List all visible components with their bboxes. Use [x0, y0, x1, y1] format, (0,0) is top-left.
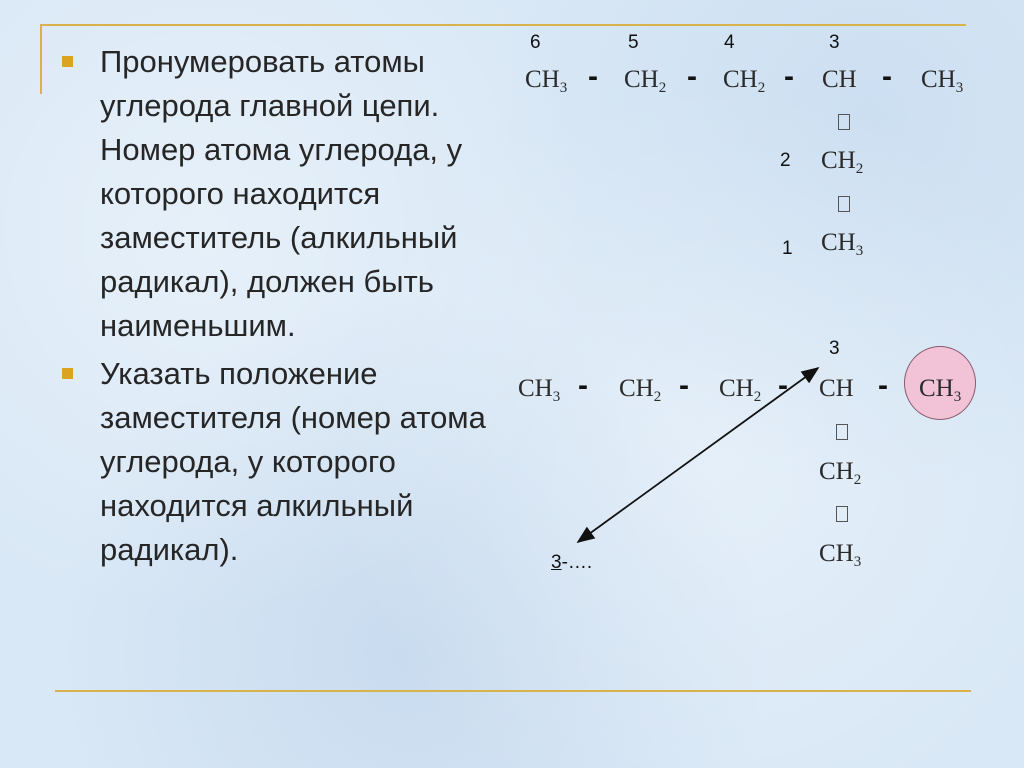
ch2-group: $CH_2$ [719, 375, 762, 405]
ch2-group: $CH_2$ [723, 66, 766, 96]
single-bond: - [878, 369, 888, 402]
ch2-group: $CH_2$ [819, 458, 862, 488]
ch2-group: $CH_2$ [619, 375, 662, 405]
ch3-group: $CH_3$ [819, 540, 862, 570]
carbon-number-1: 1 [782, 238, 793, 259]
single-bond: - [778, 369, 788, 402]
ch3-group: $CH_3$ [821, 229, 864, 259]
single-bond: - [679, 369, 689, 402]
ch3-group-highlighted: $CH_3$ [919, 375, 962, 405]
ch2-group: $CH_2$ [624, 66, 667, 96]
ch3-group: $CH_3$ [921, 66, 964, 96]
single-bond: - [882, 60, 892, 93]
single-bond: - [687, 60, 697, 93]
ch-group: CH [819, 375, 854, 402]
carbon-number-6: 6 [530, 32, 541, 53]
bullet-text: Пронумеровать атомы углерода главной цепи. Номер атома углерода, у которого находится заместитель (алкильный радикал), должен быть наименьшим. [100, 44, 463, 343]
bullet-text: Указать положение заместителя (номер атома углерода, у которого находится алкильный радикал). [100, 356, 486, 567]
ch-group: CH [822, 66, 857, 93]
carbon-number-3: 3 [829, 32, 840, 53]
carbon-number-5: 5 [628, 32, 639, 53]
ch3-group: $CH_3$ [525, 66, 568, 96]
position-label [551, 552, 592, 574]
carbon-number-4: 4 [724, 32, 735, 53]
single-bond: - [578, 369, 588, 402]
single-bond: - [588, 60, 598, 93]
ch2-group: $CH_2$ [821, 147, 864, 177]
carbon-number-3: 3 [829, 338, 840, 359]
position-number: 3 [551, 552, 562, 573]
position-suffix: -…. [561, 552, 593, 573]
carbon-number-2: 2 [780, 150, 791, 171]
single-bond: - [784, 60, 794, 93]
ch3-group: $CH_3$ [518, 375, 561, 405]
